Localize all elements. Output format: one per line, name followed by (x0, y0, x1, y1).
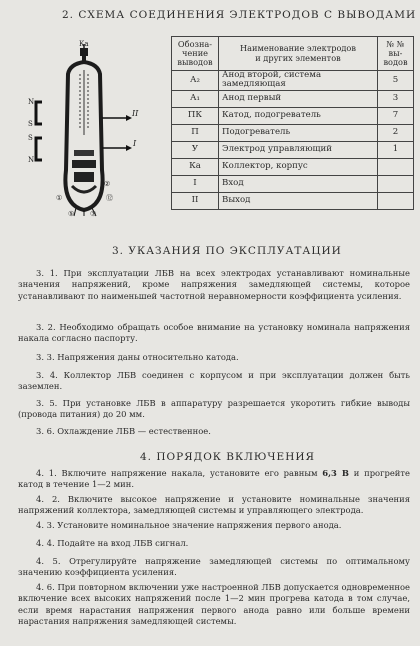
collector-label: Ка (79, 40, 89, 48)
paragraph-4-4: 4. 4. Подайте на вход ЛБВ сигнал. (36, 538, 189, 548)
pin-number: 3 (378, 90, 414, 107)
paragraph-3-1: 3. 1. При эксплуатации ЛБВ на всех электродах устанавливают номинальные значения напряжений, кроме напряжения замедляющей системы, которое устанавливают по наименьшей частотной неравномерности коэффициента усиления. (18, 268, 410, 301)
pin-number: 5 (378, 71, 414, 91)
table-header: Наименование электродов и других элементов (219, 37, 378, 71)
paragraph-4-3: 4. 3. Установите номинальное значение напряжения первого анода. (36, 520, 342, 530)
paragraph-4-5: 4. 5. Отрегулируйте напряжение замедляющей системы по оптимальному значению коэффициента усиления. (18, 556, 410, 578)
paragraph-4-6: 4. 6. При повторном включении уже настроенной ЛБВ допускается одновременное включение всех высоких напряжений после 1—2 мин прогрева катода в том случае, если время нарастания напряжения первого анода равно или больше времени нарастания напряжения замедляющей системы. (18, 582, 410, 627)
pin-number (378, 192, 414, 209)
pin-label: ② (104, 180, 111, 188)
pin-name: Анод первый (219, 90, 378, 107)
section-3-title: 3. УКАЗАНИЯ ПО ЭКСПЛУАТАЦИИ (112, 245, 342, 257)
pin-symbol: А₁ (172, 90, 219, 107)
pin-label: ⑤ (68, 210, 75, 218)
pin-label: ① (56, 194, 63, 202)
section-2-title: 2. СХЕМА СОЕДИНЕНИЯ ЭЛЕКТРОДОВ С ВЫВОДАМИ (62, 9, 417, 21)
output-label: II (132, 109, 139, 118)
pin-symbol: ПК (172, 107, 219, 124)
paragraph-4-1-text: 4. 1. Включите напряжение накала, установите его равным (36, 468, 323, 478)
magnet-pole-label: N (28, 98, 35, 106)
magnet-pole-label: S (28, 120, 33, 128)
table-row (172, 192, 414, 209)
table-row (172, 71, 414, 91)
paragraph-4-2: 4. 2. Включите высокое напряжение и установите номинальные значения напряжений коллектора, замедляющей системы и управляющего электрода. (18, 494, 410, 516)
pin-number (378, 158, 414, 175)
pin-number (378, 175, 414, 192)
pin-name: Коллектор, корпус (219, 158, 378, 175)
table-row (172, 158, 414, 175)
paragraph-3-2: 3. 2. Необходимо обращать особое внимание на установку номинала напряжения накала согласно паспорту. (18, 322, 410, 344)
pin-symbol: I (172, 175, 219, 192)
table-row (172, 141, 414, 158)
pin-label: ⑫ (106, 194, 113, 202)
pin-name: Катод, подогреватель (219, 107, 378, 124)
pin-label: ⑦ (90, 210, 97, 218)
tube-connection-diagram (22, 40, 142, 218)
heater-voltage-value: 6,3 В (322, 468, 349, 478)
table-row (172, 107, 414, 124)
electrode-pin-table (171, 36, 414, 210)
pin-name: Электрод управляющий (219, 141, 378, 158)
pin-name: Вход (219, 175, 378, 192)
paragraph-4-1 (18, 468, 410, 491)
pin-symbol: А₂ (172, 71, 219, 91)
pin-name: Выход (219, 192, 378, 209)
pin-symbol: II (172, 192, 219, 209)
table-header: Обозна- чение выводов (172, 37, 219, 71)
pin-number: 1 (378, 141, 414, 158)
table-row (172, 90, 414, 107)
pin-symbol: П (172, 124, 219, 141)
input-label: I (133, 139, 137, 148)
pin-name: Подогреватель (219, 124, 378, 141)
paragraph-4-1-text-end: и прогрейте катод в течение 1—2 мин. (18, 468, 410, 490)
pin-symbol: Ка (172, 158, 219, 175)
pin-symbol: У (172, 141, 219, 158)
magnet-pole-label: S (28, 134, 33, 142)
table-row (172, 124, 414, 141)
section-4-title: 4. ПОРЯДОК ВКЛЮЧЕНИЯ (140, 451, 315, 463)
pin-number: 2 (378, 124, 414, 141)
paragraph-3-6: 3. 6. Охлаждение ЛБВ — естественное. (36, 426, 211, 436)
paragraph-3-4: 3. 4. Коллектор ЛБВ соединен с корпусом и при эксплуатации должен быть заземлен. (18, 370, 410, 392)
paragraph-3-5: 3. 5. При установке ЛБВ в аппаратуру разрешается укоротить гибкие выводы (провода питания) до 20 мм. (18, 398, 410, 420)
magnet-pole-label: N (28, 156, 35, 164)
paragraph-3-3: 3. 3. Напряжения даны относительно катода. (36, 352, 239, 362)
pin-number: 7 (378, 107, 414, 124)
table-row (172, 175, 414, 192)
pin-name: Анод второй, система замедляющая (219, 71, 378, 91)
table-header: № № вы- водов (378, 37, 414, 71)
